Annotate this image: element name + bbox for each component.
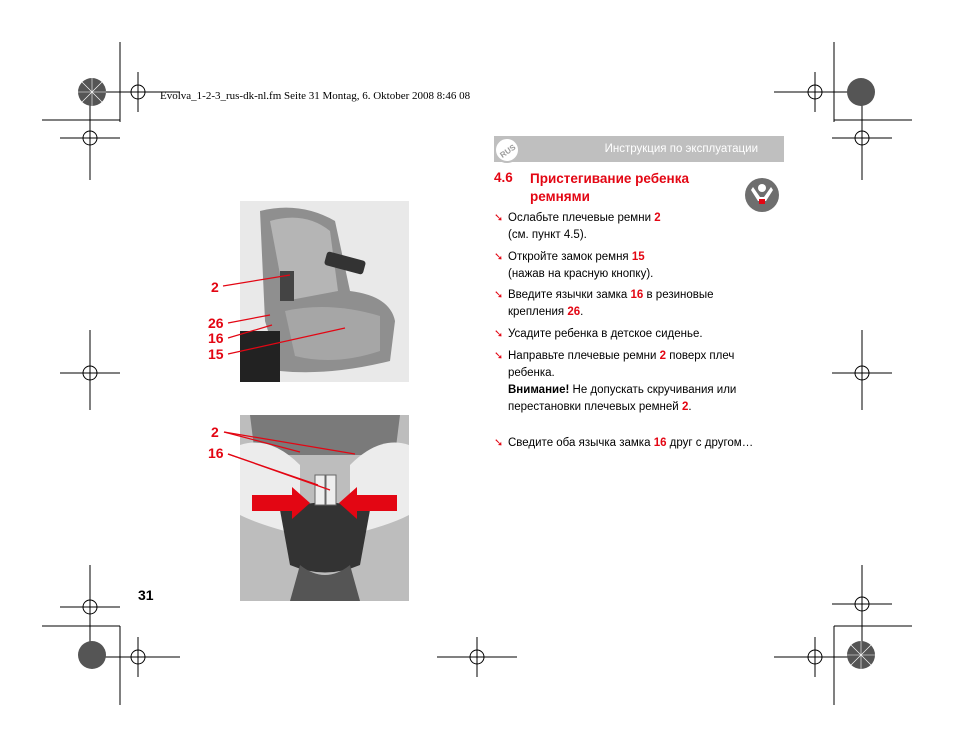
figure-1-label-15: 15 — [208, 346, 224, 362]
car-seat-illustration — [240, 201, 409, 382]
step-4: ➘ Усадите ребенка в детское сиденье. — [494, 326, 794, 343]
step-3: ➘ Введите язычки замка 16 в резиновые крепления 26. — [494, 289, 714, 318]
figure-1-label-26: 26 — [208, 315, 224, 331]
figure-1-photo — [240, 201, 409, 382]
figure-2-photo — [240, 415, 409, 601]
banner-title: Инструкция по эксплуатации — [604, 143, 758, 155]
step-arrow-icon: ➘ — [494, 437, 504, 449]
print-header: Evolva_1-2-3_rus-dk-nl.fm Seite 31 Montag, 6. Oktober 2008 8:46 08 — [160, 90, 471, 102]
section-banner — [494, 136, 784, 162]
page-number: 31 — [138, 587, 154, 603]
figure-2-label-16: 16 — [208, 445, 224, 461]
badge-label: RUS — [498, 142, 518, 160]
step-5: ➘ Направьте плечевые ремни 2 поверх плеч ребенка. Внимание! Не допускать скручивания или перестановки плечевых ремней 2. — [494, 350, 737, 413]
warning-label: Внимание! — [508, 384, 570, 396]
step-arrow-icon: ➘ — [494, 328, 504, 340]
step-arrow-icon: ➘ — [494, 212, 504, 224]
figure-1-label-2: 2 — [211, 279, 219, 295]
inward-arrows-icon — [240, 415, 409, 601]
section-title: Пристегивание ребенка ремнями — [530, 171, 689, 204]
step-arrow-icon: ➘ — [494, 350, 504, 362]
step-1: ➘ Ослабьте плечевые ремни 2 (см. пункт 4.5). — [494, 212, 661, 241]
figure-1-label-16: 16 — [208, 330, 224, 346]
step-arrow-icon: ➘ — [494, 289, 504, 301]
child-in-seat-icon — [744, 177, 780, 213]
section-number: 4.6 — [494, 170, 513, 185]
step-arrow-icon: ➘ — [494, 251, 504, 263]
rus-language-badge — [493, 136, 523, 164]
figure-2-label-2: 2 — [211, 424, 219, 440]
step-6: ➘ Сведите оба язычка замка 16 друг с другом… — [494, 435, 794, 452]
step-2: ➘ Откройте замок ремня 15 (нажав на красную кнопку). — [494, 251, 654, 280]
